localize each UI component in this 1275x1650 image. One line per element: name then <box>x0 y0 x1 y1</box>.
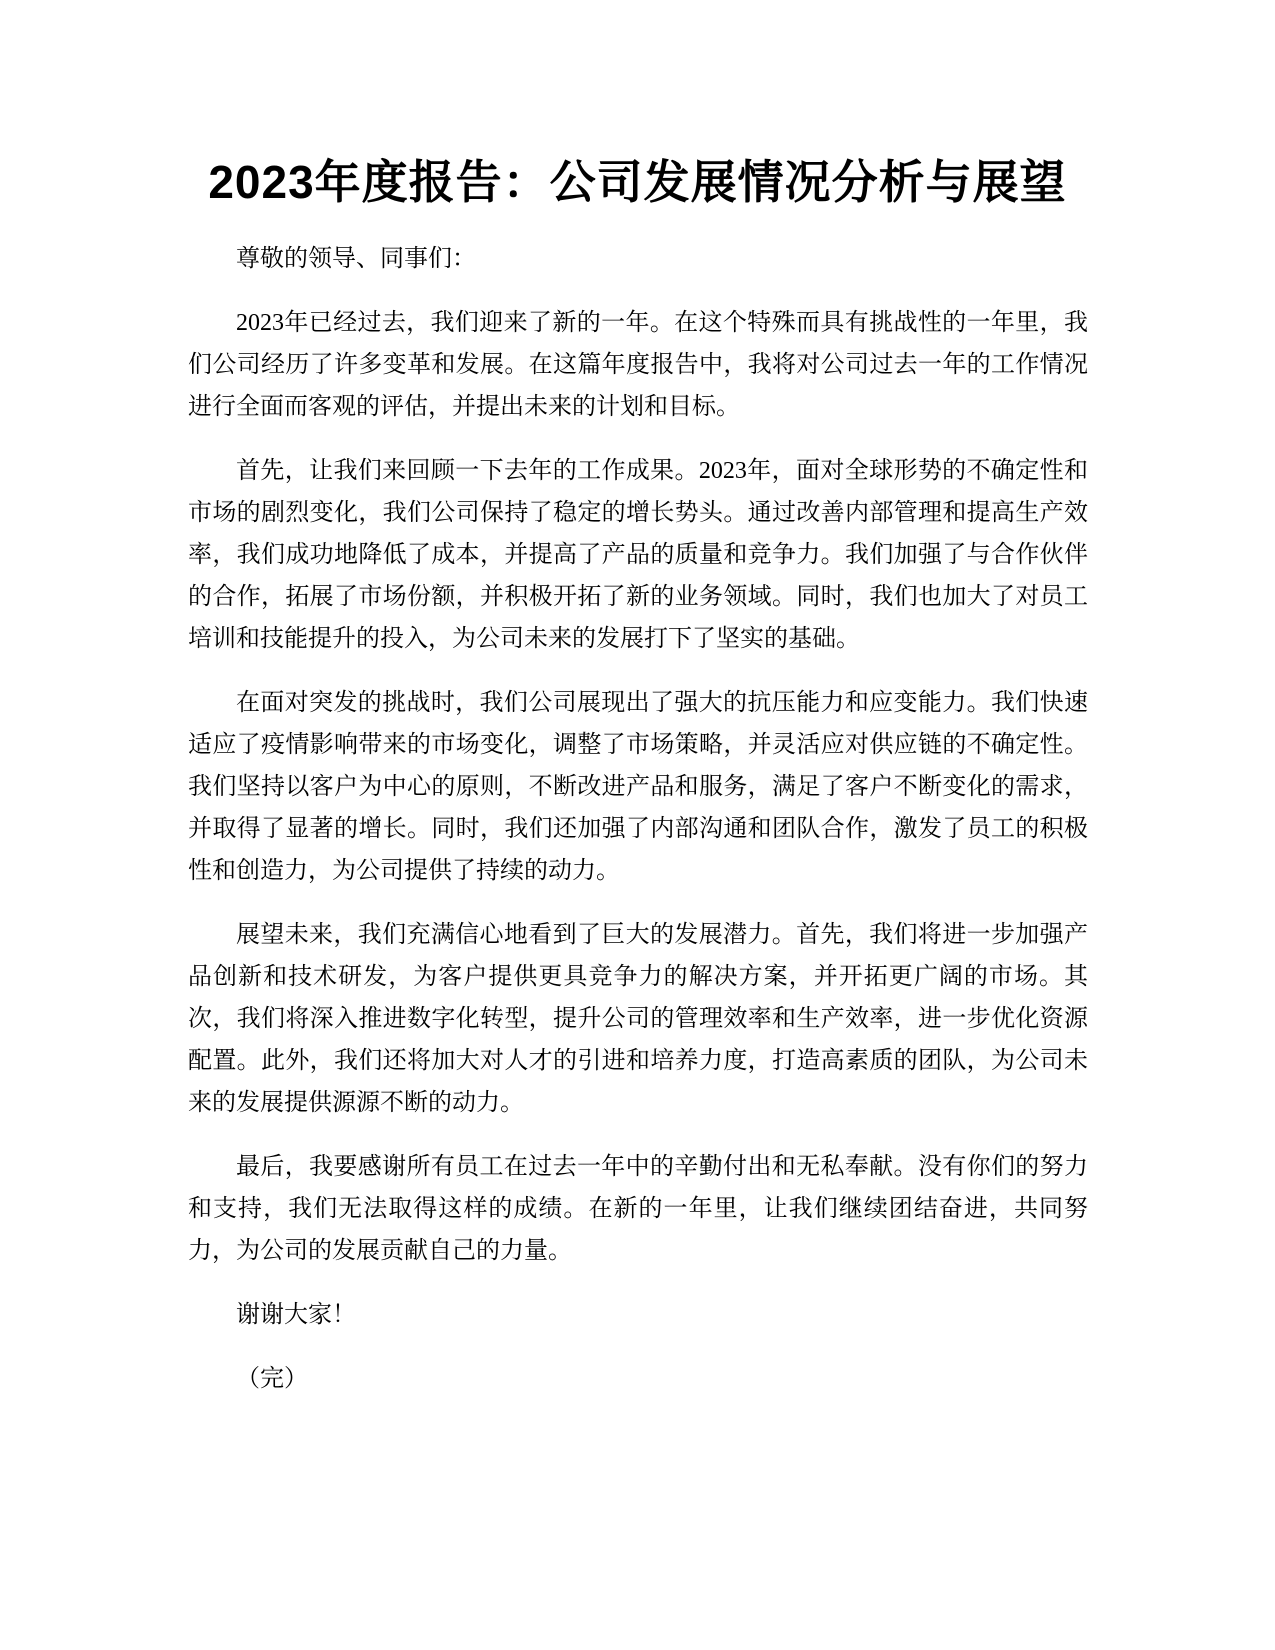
outlook-paragraph: 展望未来，我们充满信心地看到了巨大的发展潜力。首先，我们将进一步加强产品创新和技术研发，为客户提供更具竞争力的解决方案，并开拓更广阔的市场。其次，我们将深入推进数字化转型，提升公司的管理效率和生产效率，进一步优化资源配置。此外，我们还将加大对人才的引进和培养力度，打造高素质的团队，为公司未来的发展提供源源不断的动力。 <box>188 922 1088 1116</box>
review-paragraph: 首先，让我们来回顾一下去年的工作成果。2023年，面对全球形势的不确定性和市场的剧烈变化，我们公司保持了稳定的增长势头。通过改善内部管理和提高生产效率，我们成功地降低了成本，并提高了产品的质量和竞争力。我们加强了与合作伙伴的合作，拓展了市场份额，并积极开拓了新的业务领域。同时，我们也加大了对员工培训和技能提升的投入，为公司未来的发展打下了坚实的基础。 <box>188 458 1088 652</box>
end-mark-paragraph: （完） <box>236 1366 308 1392</box>
challenges-paragraph: 在面对突发的挑战时，我们公司展现出了强大的抗压能力和应变能力。我们快速适应了疫情影响带来的市场变化，调整了市场策略，并灵活应对供应链的不确定性。我们坚持以客户为中心的原则，不断改进产品和服务，满足了客户不断变化的需求，并取得了显著的增长。同时，我们还加强了内部沟通和团队合作，激发了员工的积极性和创造力，为公司提供了持续的动力。 <box>188 690 1088 884</box>
document-body <box>188 238 1088 1422</box>
intro-paragraph: 2023年已经过去，我们迎来了新的一年。在这个特殊而具有挑战性的一年里，我们公司经历了许多变革和发展。在这篇年度报告中，我将对公司过去一年的工作情况进行全面而客观的评估，并提出未来的计划和目标。 <box>188 310 1088 420</box>
closing-paragraph: 谢谢大家！ <box>236 1302 356 1328</box>
document-title: 2023年度报告：公司发展情况分析与展望 <box>208 156 1067 208</box>
thanks-paragraph: 最后，我要感谢所有员工在过去一年中的辛勤付出和无私奉献。没有你们的努力和支持，我们无法取得这样的成绩。在新的一年里，让我们继续团结奋进，共同努力，为公司的发展贡献自己的力量。 <box>188 1154 1088 1264</box>
salutation-paragraph: 尊敬的领导、同事们： <box>236 246 476 272</box>
